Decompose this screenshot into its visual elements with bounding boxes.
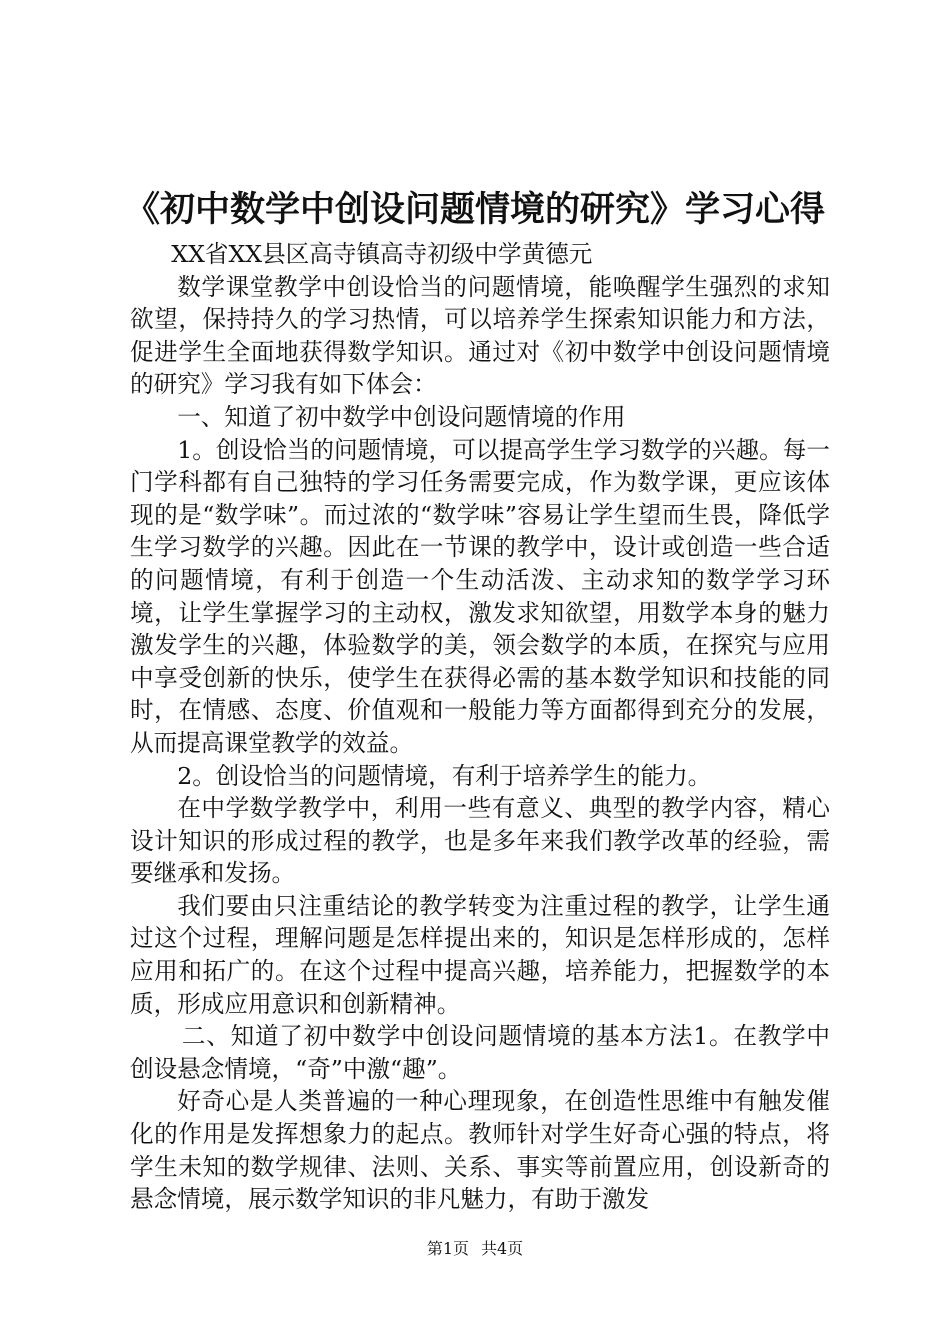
paragraph-body-1: 在中学数学教学中，利用一些有意义、典型的教学内容，精心设计知识的形成过程的教学，也是多年来我们教学改革的经验，需要继承和发扬。 — [130, 794, 830, 888]
page-footer — [0, 1238, 950, 1260]
document-title: 《初中数学中创设问题情境的研究》学习心得 — [124, 189, 825, 230]
author-line: XX省XX县区高寺镇高寺初级中学黄德元 — [171, 240, 593, 268]
section-heading-1: 一、知道了初中数学中创设问题情境的作用 — [177, 402, 626, 431]
page-number: 第1页 — [426, 1239, 469, 1258]
page-total: 共4页 — [481, 1239, 524, 1258]
paragraph-body-3: 好奇心是人类普遍的一种心理现象，在创造性思维中有触发催化的作用是发挥想象力的起点。教师针对学生好奇心强的特点，将学生未知的数学规律、法则、关系、事实等前置应用，创设新奇的悬念情境，展示数学知识的非凡魅力，有助于激发 — [130, 1087, 830, 1214]
section-heading-2: 二、知道了初中数学中创设问题情境的基本方法1。在教学中创设悬念情境，“奇”中激“趣”。 — [130, 1022, 830, 1083]
paragraph-point-2: 2。创设恰当的问题情境，有利于培养学生的能力。 — [177, 761, 712, 790]
paragraph-intro: 数学课堂教学中创设恰当的问题情境，能唤醒学生强烈的求知欲望，保持持久的学习热情，可以培养学生探索知识能力和方法，促进学生全面地获得数学知识。通过对《初中数学中创设问题情境的研究》学习我有如下体会： — [130, 272, 830, 399]
paragraph-body-2: 我们要由只注重结论的教学转变为注重过程的教学，让学生通过这个过程，理解问题是怎样提出来的，知识是怎样形成的，怎样应用和拓广的。在这个过程中提高兴趣，培养能力，把握数学的本质，形成应用意识和创新精神。 — [130, 891, 830, 1018]
paragraph-point-1: 1。创设恰当的问题情境，可以提高学生学习数学的兴趣。每一门学科都有自己独特的学习任务需要完成，作为数学课，更应该体现的是“数学味”。而过浓的“数学味”容易让学生望而生畏，降低学生学习数学的兴趣。因此在一节课的教学中，设计或创造一些合适的问题情境，有利于创造一个生动活泼、主动求知的数学学习环境，让学生掌握学习的主动权，激发求知欲望，用数学本身的魅力激发学生的兴趣，体验数学的美，领会数学的本质，在探究与应用中享受创新的快乐，使学生在获得必需的基本数学知识和技能的同时，在情感、态度、价值观和一般能力等方面都得到充分的发展，从而提高课堂教学的效益。 — [130, 435, 830, 757]
document-body — [130, 238, 830, 1216]
